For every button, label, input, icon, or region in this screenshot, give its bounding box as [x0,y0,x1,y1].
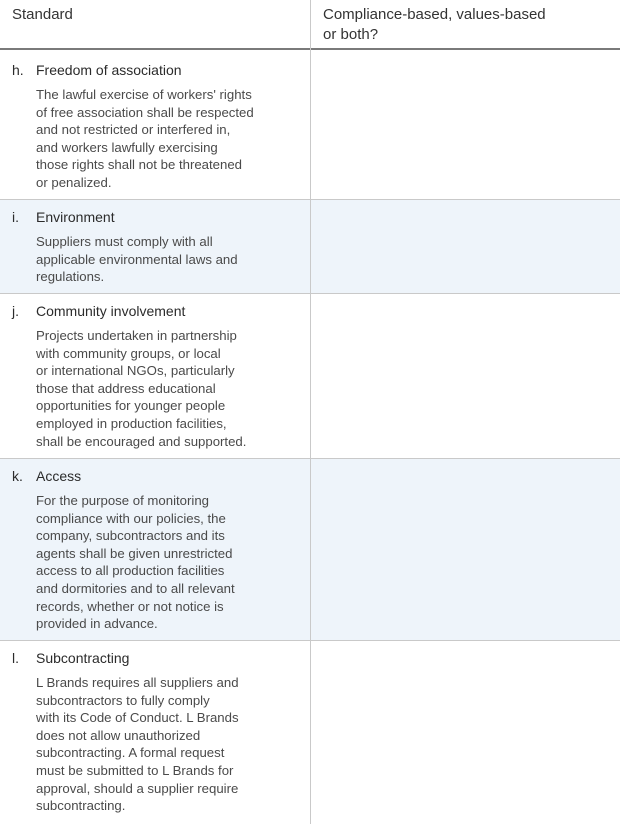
row-description: Projects undertaken in partnership with community groups, or local or international NGOs, particularly those that address educational opportunities for younger people employed in production facilities, shall be encouraged and supported. [36,328,247,449]
header-standard: Standard [12,6,73,23]
answer-cell[interactable] [311,294,620,458]
row-letter: i. [12,209,19,225]
row-letter: l. [12,650,19,666]
row-letter: h. [12,62,24,78]
row-title: Access [36,468,82,484]
row-title: Community involvement [36,303,186,319]
row-description: Suppliers must comply with all applicable environmental laws and regulations. [36,234,238,285]
row-description: For the purpose of monitoring compliance with our policies, the company, subcontractors and its agents shall be given unrestricted access to all production facilities and dormitories and to all relevant records, whether or not notice is provided in advance. [36,493,235,632]
column-divider [310,0,311,824]
row-description: The lawful exercise of workers' rights of free association shall be respected and not restricted or interfered in, and workers lawfully exercising those rights shall not be threatened or penalized. [36,87,254,190]
row-letter: k. [12,468,23,484]
row-title: Subcontracting [36,650,130,666]
answer-cell[interactable] [311,459,620,640]
row-title: Freedom of association [36,62,182,78]
row-letter: j. [12,303,19,319]
answer-cell[interactable] [311,50,620,199]
answer-cell[interactable] [311,200,620,293]
row-title: Environment [36,209,115,225]
row-description: L Brands requires all suppliers and subcontractors to fully comply with its Code of Conduct. L Brands does not allow unauthorized subcontracting. A formal request must be submitted to L Brands for approval, should a supplier require subcontracting. [36,675,239,814]
answer-cell[interactable] [311,641,620,824]
header-compliance: Compliance-based, values-based or both? [323,6,546,43]
